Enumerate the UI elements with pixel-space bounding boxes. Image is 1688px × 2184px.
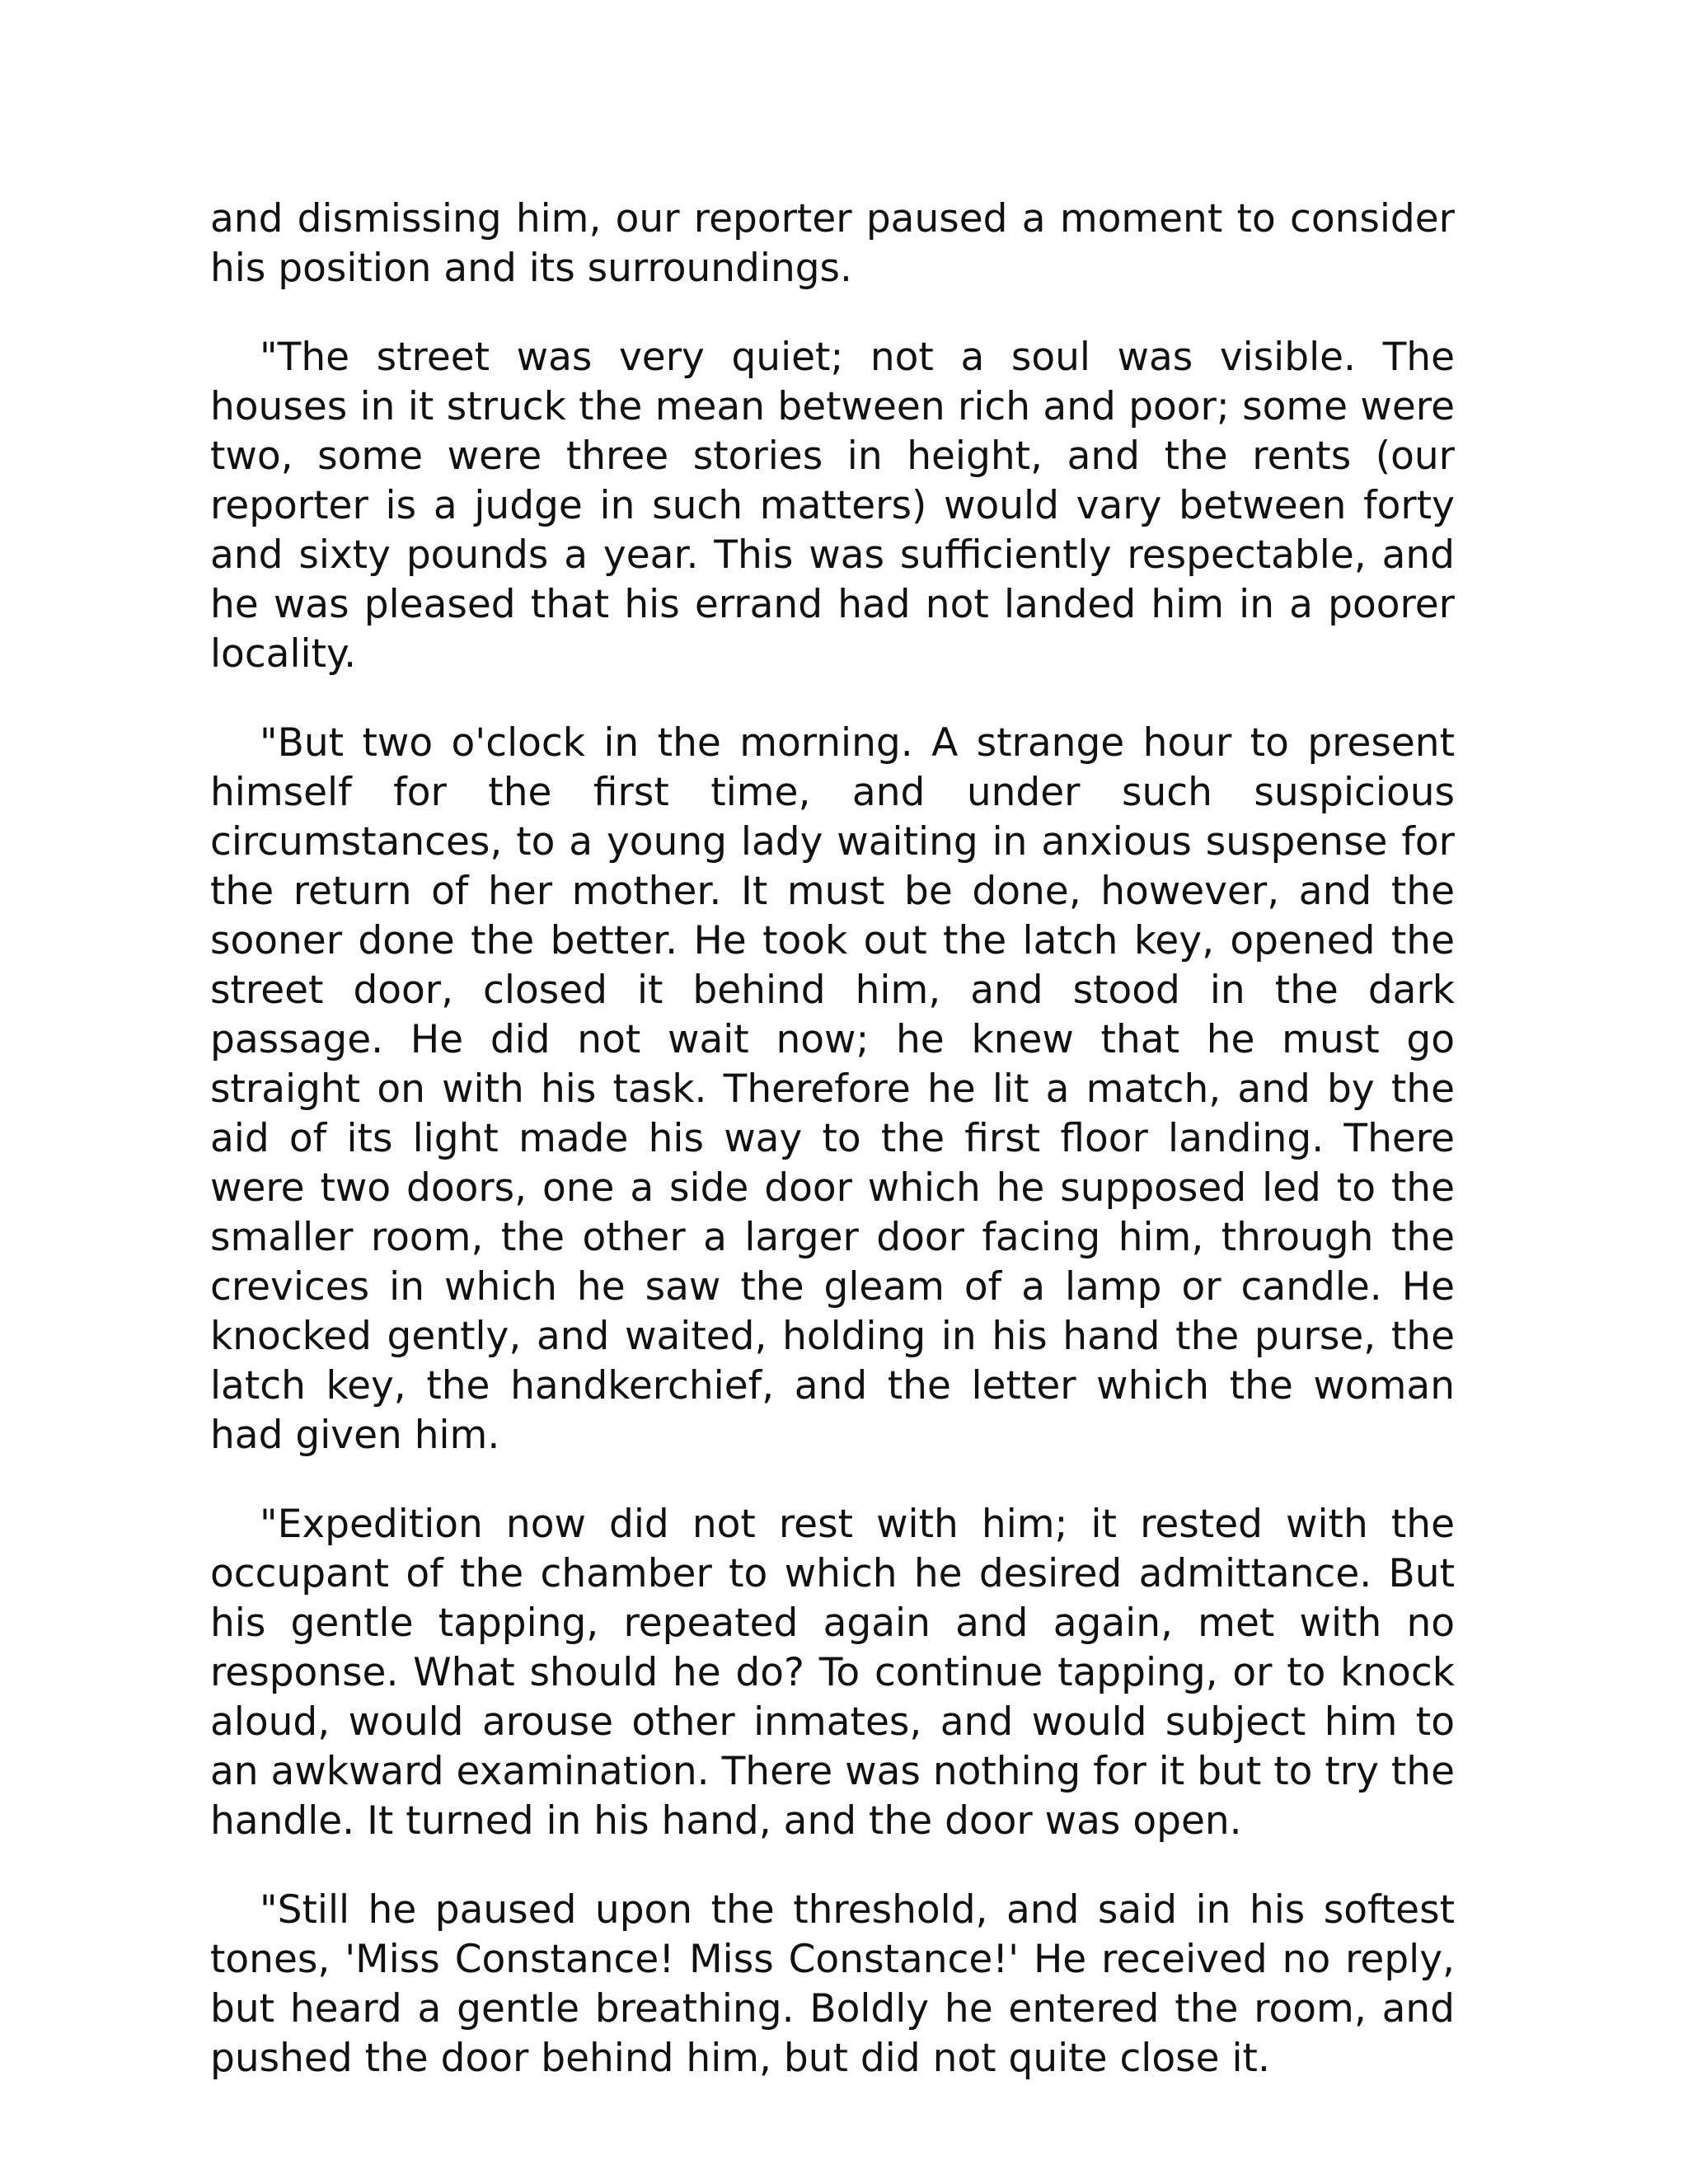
paragraph-street: "The street was very quiet; not a soul was visible. The houses in it struck the mean between rich and poor; some were two, some were three stories in height, and the rents (our reporter is a judge in such matters) would vary between forty and sixty pounds a year. This was sufficiently respectable, and he was pleased that his errand had not landed him in a poorer locality. [210,335,1455,677]
paragraph-threshold: "Still he paused upon the threshold, and said in his softest tones, 'Miss Constance! Miss Constance!' He received no reply, but heard a gentle breathing. Boldly he entered the room, and pushed the door behind him, but did not quite close it. [210,1887,1455,2081]
paragraph-continuation: and dismissing him, our reporter paused a moment to consider his position and its surroundings. [210,196,1455,291]
paragraph-expedition: "Expedition now did not rest with him; it rested with the occupant of the chamber to which he desired admittance. But his gentle tapping, repeated again and again, met with no response. What should he do? To continue tapping, or to knock aloud, would arouse other inmates, and would subject him to an awkward examination. There was nothing for it but to try the handle. It turned in his hand, and the door was open. [210,1502,1455,1844]
document-page [210,194,1455,2123]
paragraph-two-oclock: "But two o'clock in the morning. A strange hour to present himself for the first time, and under such suspicious circumstances, to a young lady waiting in anxious suspense for the return of her mother. It must be done, however, and the sooner done the better. He took out the latch key, opened the street door, closed it behind him, and stood in the dark passage. He did not wait now; he knew that he must go straight on with his task. Therefore he lit a match, and by the aid of its light made his way to the first floor landing. There were two doors, one a side door which he supposed led to the smaller room, the other a larger door facing him, through the crevices in which he saw the gleam of a lamp or candle. He knocked gently, and waited, holding in his hand the purse, the latch key, the handkerchief, and the letter which the woman had given him. [210,720,1455,1458]
